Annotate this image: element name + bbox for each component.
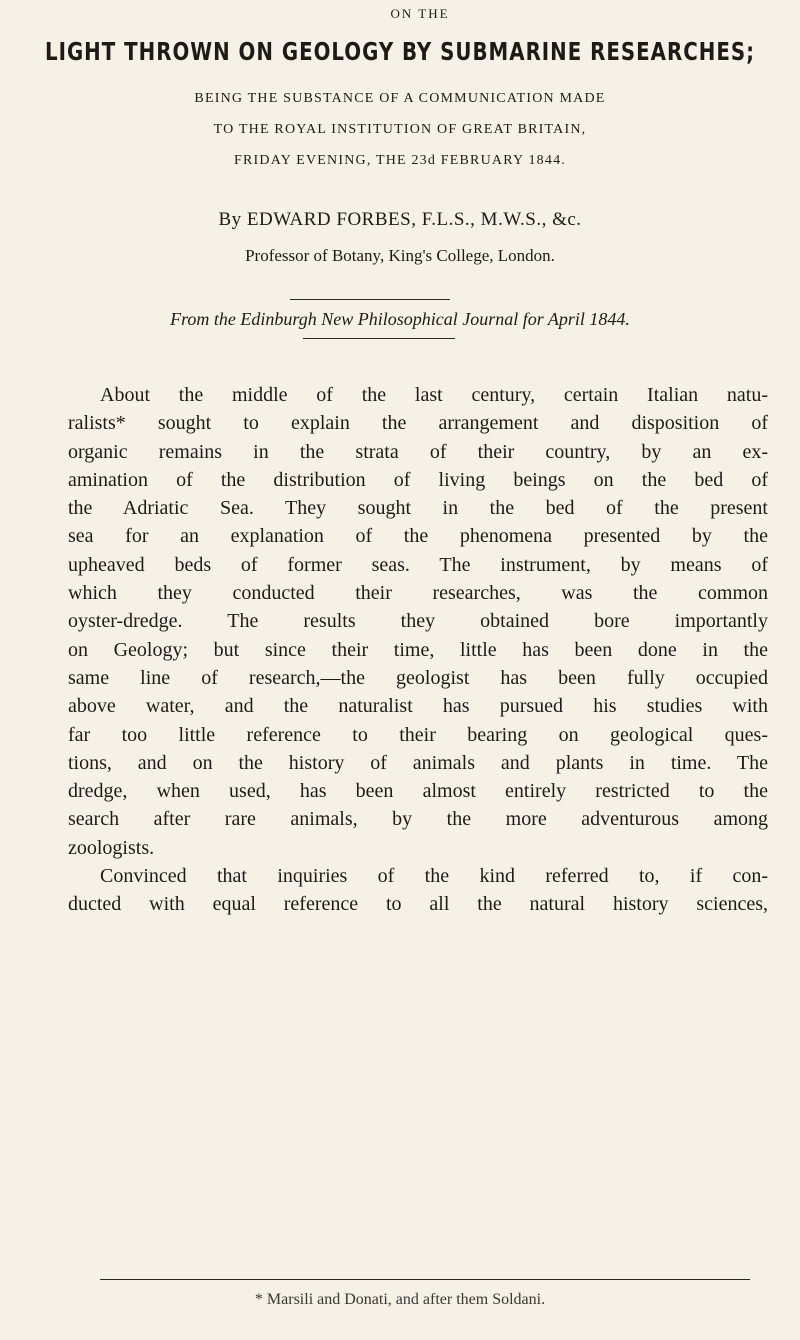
author-byline: By EDWARD FORBES, F.L.S., M.W.S., &c. xyxy=(218,209,582,230)
body-line: dredge, when used, has been almost entirely restricted to the xyxy=(68,780,768,803)
divider-top xyxy=(290,299,450,300)
heading-on-the: ON THE xyxy=(390,6,450,21)
body-line: Convinced that inquiries of the kind referred to, if con- xyxy=(100,865,768,888)
body-line: amination of the distribution of living beings on the bed of xyxy=(68,468,768,491)
body-line: tions, and on the history of animals and plants in time. The xyxy=(68,751,768,774)
body-line: the Adriatic Sea. They sought in the bed of the present xyxy=(68,497,768,520)
body-paragraphs xyxy=(68,381,768,919)
footnote-divider xyxy=(100,1279,750,1280)
divider-bottom xyxy=(303,338,455,339)
body-line: upheaved beds of former seas. The instrument, by means of xyxy=(68,553,768,576)
body-line: above water, and the naturalist has pursued his studies with xyxy=(68,695,768,718)
page-title: LIGHT THROWN ON GEOLOGY BY SUBMARINE RESEARCHES; xyxy=(44,38,756,67)
body-line: which they conducted their researches, was the common xyxy=(68,582,768,605)
body-line: zoologists. xyxy=(68,836,155,859)
body-line: oyster-dredge. The results they obtained bore importantly xyxy=(68,610,768,633)
body-line: same line of research,—the geologist has been fully occupied xyxy=(68,666,768,689)
body-line: organic remains in the strata of their country, by an ex- xyxy=(68,440,768,463)
body-line: ralists* sought to explain the arrangement and disposition of xyxy=(68,412,768,435)
body-line: ducted with equal reference to all the natural history sciences, xyxy=(68,893,768,916)
subtitle-line-1: BEING THE SUBSTANCE OF A COMMUNICATION MADE xyxy=(194,91,606,106)
body-line: About the middle of the last century, certain Italian natu- xyxy=(100,384,768,406)
body-line: sea for an explanation of the phenomena presented by the xyxy=(68,525,768,548)
body-line: on Geology; but since their time, little has been done in the xyxy=(68,638,768,661)
author-affiliation: Professor of Botany, King's College, London. xyxy=(245,246,555,265)
subtitle-line-3: FRIDAY EVENING, THE 23d FEBRUARY 1844. xyxy=(234,153,566,168)
footnote: * Marsili and Donati, and after them Soldani. xyxy=(254,1291,546,1308)
subtitle-line-2: TO THE ROYAL INSTITUTION OF GREAT BRITAIN, xyxy=(213,122,587,137)
source-citation: From the Edinburgh New Philosophical Journal for April 1844. xyxy=(170,309,630,329)
body-line: far too little reference to their bearing on geological ques- xyxy=(68,723,768,746)
body-line: search after rare animals, by the more adventurous among xyxy=(68,808,768,831)
